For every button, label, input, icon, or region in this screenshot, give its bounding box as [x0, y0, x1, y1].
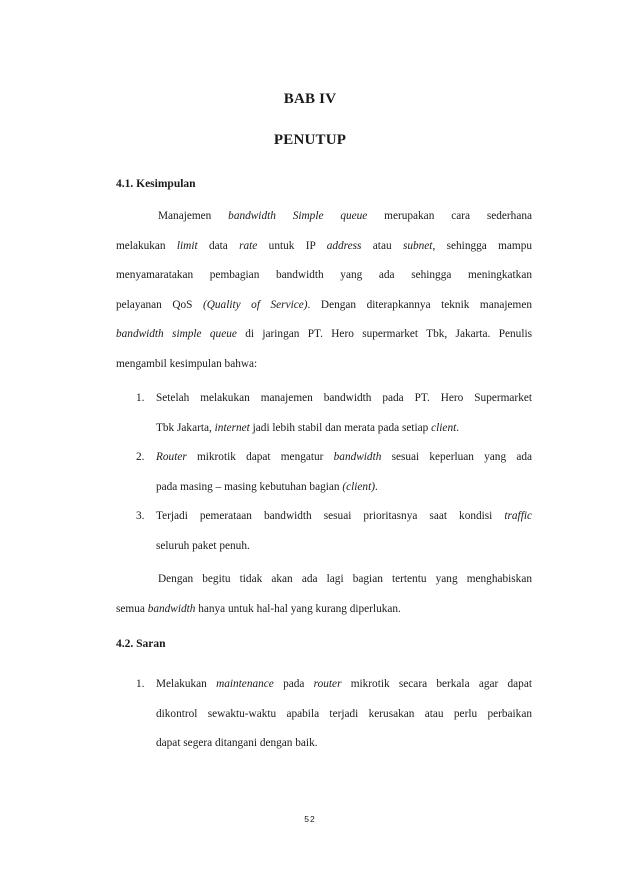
- text-line: Dengan begitu tidak akan ada lagi bagian tertentu yang menghabiskan: [158, 573, 532, 585]
- list-item-number: 3.: [136, 510, 145, 522]
- section-heading-saran: 4.2. Saran: [116, 638, 166, 650]
- list-item: [116, 670, 532, 759]
- text-line: Tbk Jakarta, internet jadi lebih stabil dan merata pada setiap client.: [156, 421, 460, 434]
- list-item-number: 1.: [136, 678, 145, 690]
- paragraph-kesimpulan: [116, 202, 532, 379]
- chapter-title: BAB IV: [283, 91, 337, 107]
- conclusion-list: [116, 384, 532, 561]
- text-line: Router mikrotik dapat mengatur bandwidth sesuai keperluan yang ada: [156, 451, 532, 463]
- page-number: 52: [304, 814, 316, 824]
- list-item-number: 1.: [136, 392, 145, 404]
- list-item: [116, 443, 532, 502]
- text-line: Manajemen bandwidth Simple queue merupakan cara sederhana: [158, 210, 533, 222]
- section-heading-kesimpulan: 4.1. Kesimpulan: [116, 178, 196, 190]
- text-line: seluruh paket penuh.: [156, 539, 250, 552]
- text-line: semua bandwidth hanya untuk hal-hal yang kurang diperlukan.: [116, 602, 401, 615]
- text-line: Melakukan maintenance pada router mikrotik secara berkala agar dapat: [156, 678, 532, 690]
- text-line: dikontrol sewaktu-waktu apabila terjadi kerusakan atau perlu perbaikan: [156, 707, 532, 720]
- text-line: Setelah melakukan manajemen bandwidth pada PT. Hero Supermarket: [156, 392, 532, 404]
- text-line: melakukan limit data rate untuk IP address atau subnet, sehingga mampu: [116, 239, 532, 252]
- list-item: [116, 502, 532, 561]
- text-line: pelayanan QoS (Quality of Service). Dengan diterapkannya teknik manajemen: [116, 298, 532, 311]
- list-item: [116, 384, 532, 443]
- list-item-number: 2.: [136, 451, 145, 463]
- text-line: menyamaratakan pembagian bandwidth yang ada sehingga meningkatkan: [116, 269, 532, 281]
- suggestion-list: [116, 670, 532, 759]
- text-line: pada masing – masing kebutuhan bagian (client).: [156, 480, 378, 493]
- text-line: bandwidth simple queue di jaringan PT. Hero supermarket Tbk, Jakarta. Penulis: [116, 328, 532, 340]
- paragraph-closing: [116, 565, 532, 624]
- text-line: dapat segera ditangani dengan baik.: [156, 737, 318, 749]
- chapter-subtitle: PENUTUP: [273, 132, 347, 148]
- text-line: Terjadi pemerataan bandwidth sesuai prioritasnya saat kondisi traffic: [156, 510, 532, 522]
- text-line: mengambil kesimpulan bahwa:: [116, 357, 258, 370]
